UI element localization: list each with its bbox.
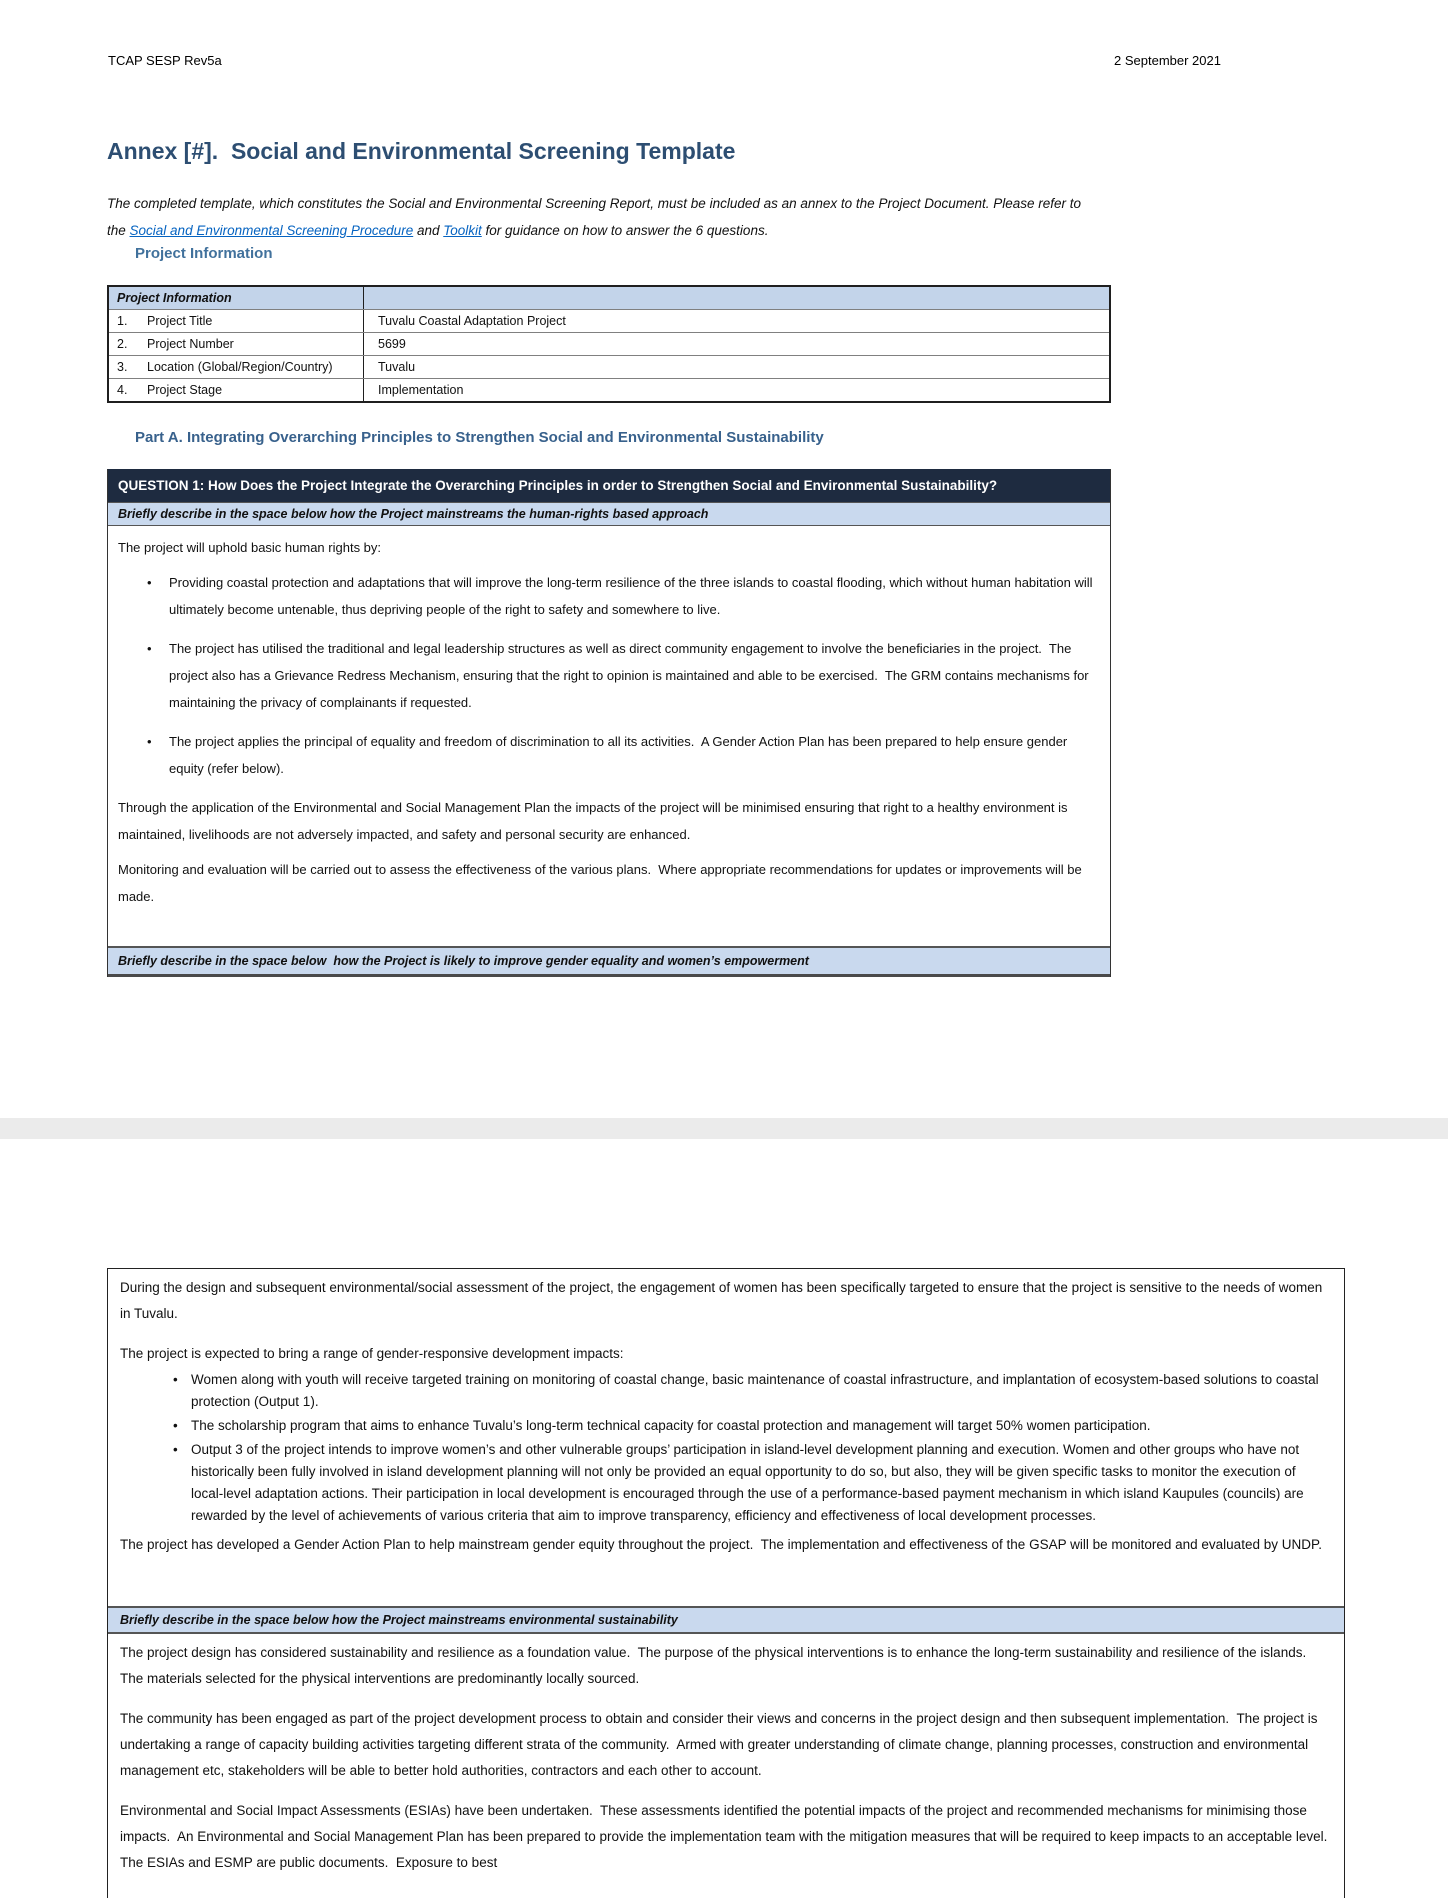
row-number: 2. bbox=[117, 337, 128, 351]
project-info-table-header-row bbox=[109, 287, 1109, 309]
table-row bbox=[109, 332, 1109, 355]
row-value: Implementation bbox=[378, 383, 464, 397]
row-value: 5699 bbox=[378, 337, 406, 351]
bullet-item: • The scholarship program that aims to enhance Tuvalu’s long-term technical capacity for coastal protection and management will target 50% women participation. bbox=[120, 1415, 1328, 1437]
gender-answer-cell bbox=[108, 1269, 1344, 1606]
project-info-table-header-empty bbox=[364, 287, 1109, 309]
env-paragraph: Environmental and Social Impact Assessments (ESIAs) have been undertaken. These assessments identified the potential impacts of the project and recommended mechanisms for minimising those impacts. An Environmental and Social Management Plan has been prepared to provide the implementation team with the mitigation measures that will be required to keep impacts to an acceptable level. The ESIAs and ESMP are public documents. Exposure to best bbox=[120, 1803, 1335, 1870]
bullet-item: • Women along with youth will receive targeted training on monitoring of coastal change, basic maintenance of coastal infrastructure, and implantation of ecosystem-based solutions to coastal protection (Output 1). bbox=[120, 1369, 1328, 1413]
hr-paragraph: Through the application of the Environmental and Social Management Plan the impacts of the project will be minimised ensuring that right to a healthy environment is maintained, livelihoods are not adversely impacted, and safety and personal security are enhanced. bbox=[118, 800, 1072, 842]
project-info-table bbox=[107, 285, 1111, 403]
header-left-text: TCAP SESP Rev5a bbox=[108, 53, 222, 68]
prompt-environment: Briefly describe in the space below how the Project mainstreams environmental sustainability bbox=[108, 1606, 1344, 1634]
hr-bullet-list bbox=[118, 569, 1096, 782]
row-value: Tuvalu Coastal Adaptation Project bbox=[378, 314, 566, 328]
question1-table bbox=[107, 469, 1111, 977]
bullet-item: • Output 3 of the project intends to improve women’s and other vulnerable groups’ participation in island-level development planning and execution. Women and other groups who have not historically been fully involved in island development planning will not only be provided an equal opportunity to do so, but also, they will be given specific tasks to monitor the execution of local-level adaptation actions. Their participation in local development is encouraged through the use of a performance-based payment mechanism in which island Kaupules (councils) are rewarded by the level of achievements of various criteria that aim to improve transparency, efficiency and effectiveness of local development processes. bbox=[120, 1439, 1328, 1527]
header-right-date: 2 September 2021 bbox=[1114, 53, 1221, 68]
environment-answer-cell bbox=[108, 1634, 1344, 1898]
hr-intro-line: The project will uphold basic human rights by: bbox=[118, 540, 382, 555]
part-a-heading: Part A. Integrating Overarching Principles to Strengthen Social and Environmental Sustainability bbox=[135, 429, 824, 446]
hr-paragraph: Monitoring and evaluation will be carried out to assess the effectiveness of the various plans. Where appropriate recommendations for updates or improvements will be made. bbox=[118, 862, 1086, 904]
annex-title: Annex [#]. Social and Environmental Screening Template bbox=[107, 138, 736, 164]
table-row bbox=[109, 378, 1109, 401]
table-row bbox=[109, 355, 1109, 378]
gender-paragraph: The project is expected to bring a range of gender-responsive development impacts: bbox=[120, 1346, 624, 1361]
row-value: Tuvalu bbox=[378, 360, 416, 374]
link-toolkit[interactable]: Toolkit bbox=[443, 223, 482, 238]
bullet-item: • The project applies the principal of equality and freedom of discrimination to all its activities. A Gender Action Plan has been prepared to help ensure gender equity (refer below). bbox=[118, 728, 1096, 782]
bullet-item: • The project has utilised the traditional and legal leadership structures as well as direct community engagement to involve the beneficiaries in the project. The project also has a Grievance Redress Mechanism, ensuring that the right to opinion is maintained and able to be exercised. The GRM contains mechanisms for maintaining the privacy of complainants if requested. bbox=[118, 635, 1096, 716]
prompt-gender: Briefly describe in the space below how the Project is likely to improve gender equality and women’s empowerment bbox=[108, 946, 1110, 977]
table-row bbox=[109, 309, 1109, 332]
env-paragraph: The community has been engaged as part of the project development process to obtain and consider their views and concerns in the project design and then subsequent implementation. The project is undertaking a range of capacity building activities targeting different strata of the community. Armed with greater understanding of climate change, planning processes, construction and environmental management etc, stakeholders will be able to better hold authorities, contractors and each other to account. bbox=[120, 1711, 1322, 1778]
gender-paragraph: During the design and subsequent environmental/social assessment of the project, the engagement of women has been specifically targeted to ensure that the project is sensitive to the needs of women in Tuvalu. bbox=[120, 1280, 1326, 1321]
question1-table-continued bbox=[107, 1268, 1345, 1898]
page-break-band bbox=[0, 1118, 1448, 1139]
env-paragraph: The project design has considered sustainability and resilience as a foundation value. The purpose of the physical interventions is to enhance the long-term sustainability and resilience of the islands. The materials selected for the physical interventions are predominantly locally sourced. bbox=[120, 1645, 1314, 1686]
row-label: Location (Global/Region/Country) bbox=[147, 360, 333, 374]
link-sesp-procedure[interactable]: Social and Environmental Screening Procedure bbox=[129, 223, 414, 238]
prompt-human-rights: Briefly describe in the space below how the Project mainstreams the human-rights based approach bbox=[108, 502, 1110, 526]
section-heading-project-information: Project Information bbox=[135, 245, 273, 262]
bullet-item: • Providing coastal protection and adaptations that will improve the long-term resilience of the three islands to coastal flooding, which without human habitation will ultimately become untenable, thus depriving people of the right to safety and somewhere to live. bbox=[118, 569, 1096, 623]
intro-paragraph bbox=[107, 190, 1089, 244]
gender-bullet-list bbox=[120, 1369, 1328, 1527]
project-info-table-header: Project Information bbox=[109, 287, 364, 309]
intro-text-1: The completed template, which constitutes the Social and Environmental Screening Report, must be included as an annex to the Project Document. Please refer to the bbox=[107, 196, 1082, 238]
row-number: 1. bbox=[117, 314, 128, 328]
question1-header-bar: QUESTION 1: How Does the Project Integrate the Overarching Principles in order to Strengthen Social and Environmental Sustainability? bbox=[108, 469, 1110, 502]
gender-paragraph: The project has developed a Gender Action Plan to help mainstream gender equity throughout the project. The implementation and effectiveness of the GSAP will be monitored and evaluated by UNDP. bbox=[120, 1537, 1322, 1552]
blank-line bbox=[120, 1692, 1328, 1706]
human-rights-answer-cell bbox=[108, 526, 1110, 946]
blank-line bbox=[120, 1784, 1328, 1798]
row-number: 3. bbox=[117, 360, 128, 374]
row-label: Project Title bbox=[147, 314, 213, 328]
intro-text-3: for guidance on how to answer the 6 questions. bbox=[481, 223, 769, 238]
row-label: Project Number bbox=[147, 337, 234, 351]
blank-line bbox=[120, 1327, 1328, 1341]
row-number: 4. bbox=[117, 383, 128, 397]
row-label: Project Stage bbox=[147, 383, 223, 397]
intro-text-2: and bbox=[413, 223, 444, 238]
